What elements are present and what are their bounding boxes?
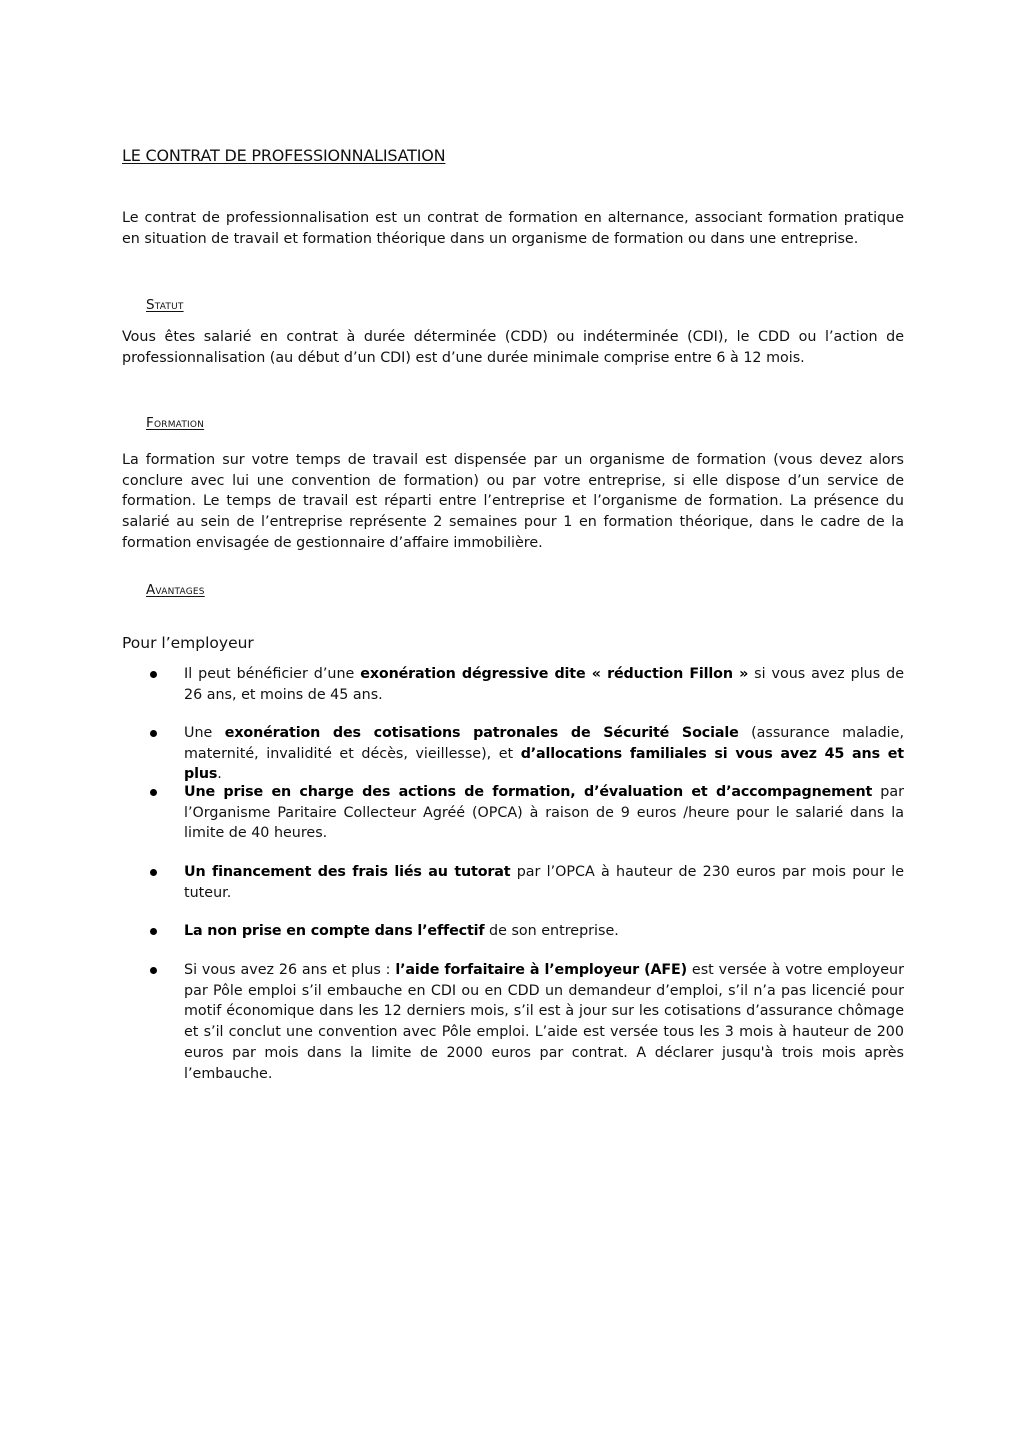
emphasis-text: Une prise en charge des actions de formation, d’évaluation et d’accompagnement <box>184 784 873 800</box>
list-item-text: Un financement des frais liés au tutorat par l’OPCA à hauteur de 230 euros par mois pour le tuteur. <box>184 864 904 901</box>
list-item <box>150 664 904 705</box>
heading-statut: Statut <box>146 297 184 313</box>
list-item-text: Une prise en charge des actions de formation, d’évaluation et d’accompagnement par l’Organisme Paritaire Collecteur Agréé (OPCA) à raison de 9 euros /heure pour le salarié dans la limite de 40 heures. <box>184 784 904 842</box>
bullet-dot-icon <box>150 928 157 935</box>
heading-formation: Formation <box>146 415 205 431</box>
subheading-employeur: Pour l’employeur <box>122 634 254 652</box>
bullet-dot-icon <box>150 730 157 737</box>
heading-avantages: Avantages <box>146 582 205 598</box>
emphasis-text: l’aide forfaitaire à l’employeur (AFE) <box>395 962 688 978</box>
emphasis-text: La non prise en compte dans l’effectif <box>184 923 485 939</box>
document-title: LE CONTRAT DE PROFESSIONNALISATION <box>122 146 446 165</box>
bullet-dot-icon <box>150 671 157 678</box>
bullet-dot-icon <box>150 789 157 796</box>
formation-paragraph: La formation sur votre temps de travail est dispensée par un organisme de formation (vous devez alors conclure avec lui une convention de formation) ou par votre entreprise, si elle dispose d’un service de formation. Le temps de travail est réparti entre l’entreprise et l’organisme de formation. La présence du salarié au sein de l’entreprise représente 2 semaines pour 1 en formation théorique, dans le cadre de la formation envisagée de gestionnaire d’affaire immobilière. <box>122 452 904 551</box>
statut-paragraph: Vous êtes salarié en contrat à durée déterminée (CDD) ou indéterminée (CDI), le CDD ou l’action de professionnalisation (au début d’un CDI) est d’une durée minimale comprise entre 6 à 12 mois. <box>122 329 904 366</box>
intro-paragraph: Le contrat de professionnalisation est un contrat de formation en alternance, associant formation pratique en situation de travail et formation théorique dans un organisme de formation ou dans une entreprise. <box>122 210 904 247</box>
list-item <box>150 960 904 1084</box>
emphasis-text: exonération des cotisations patronales de Sécurité Sociale <box>224 725 739 741</box>
emphasis-text: Un financement des frais liés au tutorat <box>184 864 511 880</box>
list-item-text: Il peut bénéficier d’une exonération dégressive dite « réduction Fillon » si vous avez plus de 26 ans, et moins de 45 ans. <box>184 666 904 703</box>
emphasis-text: d’allocations familiales si vous avez 45 ans et plus <box>184 745 904 783</box>
list-item <box>150 723 904 785</box>
list-item-text: Si vous avez 26 ans et plus : l’aide forfaitaire à l’employeur (AFE) est versée à votre employeur par Pôle emploi s’il embauche en CDI ou en CDD un demandeur d’emploi, s’il n’a pas licencié pour motif économique dans les 12 derniers mois, s’il est à jour sur les cotisations d’assurance chômage et s’il conclut une convention avec Pôle emploi. L’aide est versée tous les 3 mois à hauteur de 200 euros par mois dans la limite de 2000 euros par contrat. A déclarer jusqu'à trois mois après l’embauche. <box>184 962 904 1082</box>
bullet-dot-icon <box>150 869 157 876</box>
list-item-text: La non prise en compte dans l’effectif de son entreprise. <box>184 923 619 939</box>
list-item <box>150 782 904 844</box>
list-item-text: Une exonération des cotisations patronales de Sécurité Sociale (assurance maladie, maternité, invalidité et décès, vieillesse), et d’allocations familiales si vous avez 45 ans et plus. <box>184 725 904 783</box>
emphasis-text: exonération dégressive dite « réduction Fillon » <box>360 666 749 682</box>
list-item <box>150 921 904 942</box>
list-item <box>150 862 904 903</box>
bullet-dot-icon <box>150 967 157 974</box>
